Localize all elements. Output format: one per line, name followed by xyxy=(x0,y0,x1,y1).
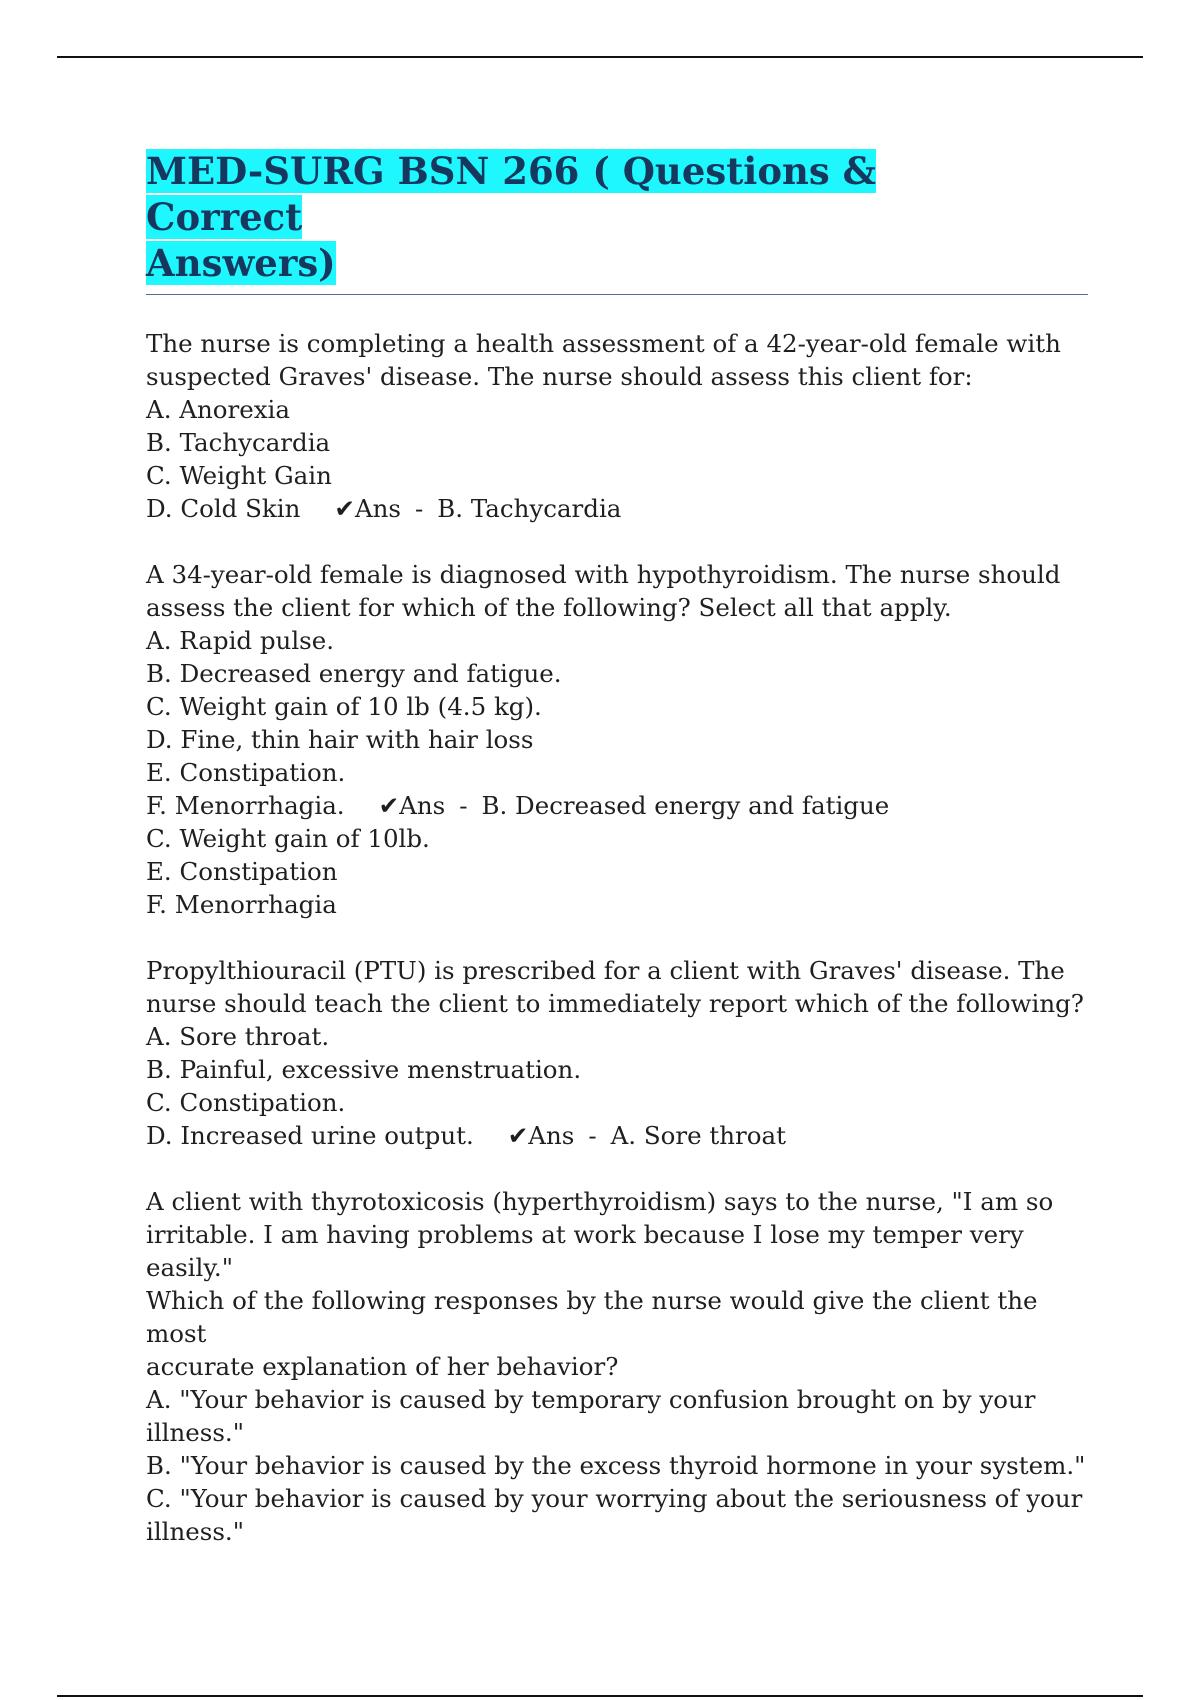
answer-option xyxy=(146,723,1086,756)
answer-separator: - xyxy=(588,1121,597,1150)
title-underline xyxy=(146,294,1088,295)
answer-key xyxy=(334,494,621,523)
question-stem-line: accurate explanation of her behavior? xyxy=(146,1352,619,1381)
answer-option xyxy=(146,624,1086,657)
correct-answer: E. Constipation xyxy=(146,857,338,886)
answer-option xyxy=(146,1086,1086,1119)
question-stem-line: Propylthiouracil (PTU) is prescribed for a client with Graves' disease. The xyxy=(146,956,1065,985)
title-line-2: Answers) xyxy=(146,241,336,285)
option-text: A. Sore throat. xyxy=(146,1022,330,1051)
option-text: D. Cold Skin xyxy=(146,494,301,523)
answer-option xyxy=(146,1383,1086,1416)
question-stem-line: nurse should teach the client to immediately report which of the following? xyxy=(146,989,1084,1018)
option-text: illness." xyxy=(146,1517,244,1546)
question-block xyxy=(146,327,1086,525)
option-text: illness." xyxy=(146,1418,244,1447)
option-text: C. Weight Gain xyxy=(146,461,332,490)
answer-option xyxy=(146,426,1086,459)
option-text: B. "Your behavior is caused by the excess thyroid hormone in your system." xyxy=(146,1451,1086,1480)
answer-option xyxy=(146,459,1086,492)
question-stem-line: A client with thyrotoxicosis (hyperthyroidism) says to the nurse, "I am so xyxy=(146,1187,1054,1216)
question-stem-line: A 34-year-old female is diagnosed with hypothyroidism. The nurse should xyxy=(146,560,1061,589)
page-top-rule xyxy=(57,56,1143,58)
answer-option xyxy=(146,492,1086,525)
answer-option xyxy=(146,1020,1086,1053)
answer-option xyxy=(146,657,1086,690)
option-text: E. Constipation. xyxy=(146,758,346,787)
option-text: D. Fine, thin hair with hair loss xyxy=(146,725,534,754)
option-text: F. Menorrhagia. xyxy=(146,791,345,820)
option-text: A. "Your behavior is caused by temporary confusion brought on by your xyxy=(146,1385,1036,1414)
question-stem-line: Which of the following responses by the nurse would give the client the most xyxy=(146,1286,1046,1348)
question-block xyxy=(146,1185,1086,1548)
answer-option xyxy=(146,1119,1086,1152)
question-list xyxy=(146,327,1086,1548)
option-text: C. Constipation. xyxy=(146,1088,346,1117)
answer-option xyxy=(146,1449,1086,1482)
document-title xyxy=(146,148,936,286)
answer-option xyxy=(146,1515,1086,1548)
answer-label: Ans xyxy=(399,791,446,820)
answer-key xyxy=(508,1121,786,1150)
question-block xyxy=(146,558,1086,921)
option-text: B. Decreased energy and fatigue. xyxy=(146,659,562,688)
page-bottom-rule xyxy=(57,1695,1143,1697)
answer-option xyxy=(146,1482,1086,1515)
checkmark-icon: ✔ xyxy=(507,1121,529,1150)
question-stem-line: irritable. I am having problems at work because I lose my temper very easily." xyxy=(146,1220,1032,1282)
correct-answer: A. Sore throat xyxy=(610,1121,786,1150)
question-block xyxy=(146,954,1086,1152)
answer-option xyxy=(146,393,1086,426)
answer-separator: - xyxy=(414,494,424,523)
title-line-1: MED-SURG BSN 266 ( Questions & Correct xyxy=(146,149,877,239)
option-text: C. Weight gain of 10 lb (4.5 kg). xyxy=(146,692,542,721)
checkmark-icon: ✔ xyxy=(334,494,355,523)
answer-option xyxy=(146,789,1086,822)
option-text: D. Increased urine output. xyxy=(146,1121,474,1150)
question-stem-line: suspected Graves' disease. The nurse should assess this client for: xyxy=(146,362,973,391)
correct-answer: F. Menorrhagia xyxy=(146,890,337,919)
answer-separator: - xyxy=(459,791,468,820)
correct-answer: B. Tachycardia xyxy=(437,494,622,523)
answer-option xyxy=(146,756,1086,789)
option-text: A. Anorexia xyxy=(146,395,290,424)
option-text: A. Rapid pulse. xyxy=(146,626,335,655)
answer-key xyxy=(379,791,890,820)
option-text: B. Painful, excessive menstruation. xyxy=(146,1055,582,1084)
answer-label: Ans xyxy=(354,494,401,523)
correct-answer: B. Decreased energy and fatigue xyxy=(481,791,890,820)
question-stem-line: The nurse is completing a health assessment of a 42-year-old female with xyxy=(146,329,1061,358)
option-text: B. Tachycardia xyxy=(146,428,331,457)
correct-answer: C. Weight gain of 10lb. xyxy=(146,824,430,853)
answer-label: Ans xyxy=(528,1121,575,1150)
document-body xyxy=(146,148,1086,1581)
checkmark-icon: ✔ xyxy=(378,791,400,820)
option-text: C. "Your behavior is caused by your worrying about the seriousness of your xyxy=(146,1484,1083,1513)
answer-option xyxy=(146,1416,1086,1449)
answer-option xyxy=(146,1053,1086,1086)
answer-option xyxy=(146,690,1086,723)
question-stem-line: assess the client for which of the following? Select all that apply. xyxy=(146,593,952,622)
